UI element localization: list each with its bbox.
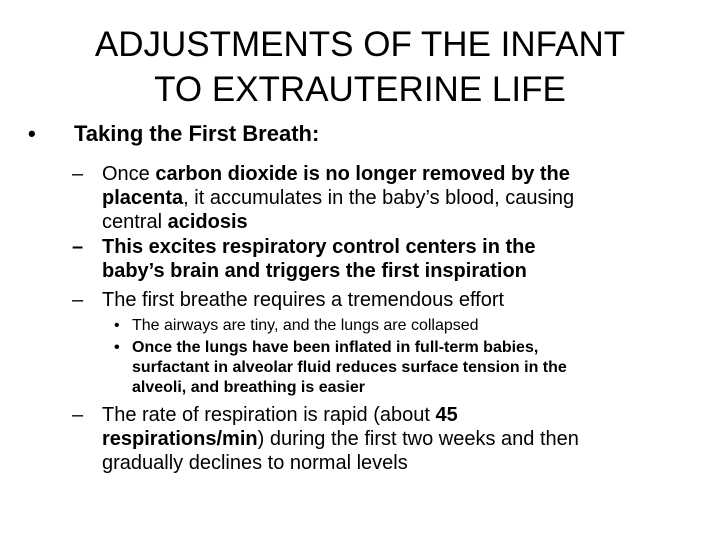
- text-run: The rate of respiration is rapid (about: [102, 404, 436, 426]
- dash-icon: –: [72, 236, 84, 258]
- bold-run: 45: [435, 404, 458, 426]
- bold-run: respirations/min: [102, 428, 258, 450]
- text-line: The airways are tiny, and the lungs are collapsed: [132, 317, 479, 334]
- text-line: [102, 403, 702, 427]
- bullet-dot-icon: •: [114, 339, 120, 356]
- text-run: ) during the first two weeks and then: [257, 428, 579, 450]
- list-item-text: [102, 235, 702, 283]
- text-line: surfactant in alveolar fluid reduces surface tension in the: [132, 359, 567, 376]
- text-line: Once the lungs have been inflated in full-term babies,: [132, 339, 539, 356]
- heading-text: Taking the First Breath:: [74, 121, 320, 146]
- dash-icon: –: [72, 289, 84, 311]
- title-line-2: TO EXTRAUTERINE LIFE: [154, 70, 566, 109]
- list-item-text: [102, 288, 702, 312]
- sub-item-text: [132, 338, 694, 398]
- text-line: [102, 162, 702, 186]
- bullet-dot-icon: •: [28, 121, 36, 146]
- slide-title: [30, 22, 690, 112]
- sub-item-text: [132, 316, 694, 336]
- text-run: , it accumulates in the baby’s blood, causing: [183, 187, 575, 209]
- text-line: [102, 427, 702, 451]
- text-line: The first breathe requires a tremendous effort: [102, 289, 505, 311]
- title-line-1: ADJUSTMENTS OF THE INFANT: [94, 25, 626, 64]
- dash-icon: –: [72, 404, 84, 426]
- list-item-text: [102, 403, 702, 475]
- bold-run: placenta: [102, 187, 184, 209]
- text-line: This excites respiratory control centers in the: [102, 236, 536, 258]
- dash-icon: –: [72, 163, 84, 185]
- text-line: [102, 210, 702, 234]
- bold-run: carbon dioxide is no longer removed by the: [155, 163, 570, 185]
- text-line: alveoli, and breathing is easier: [132, 379, 365, 396]
- text-run: central: [102, 211, 168, 233]
- text-run: Once: [102, 163, 156, 185]
- bold-run: acidosis: [167, 211, 248, 233]
- text-line: baby’s brain and triggers the first inspiration: [102, 260, 527, 282]
- text-line: [102, 186, 702, 210]
- text-line: gradually declines to normal levels: [102, 452, 408, 474]
- list-item-text: [102, 162, 702, 234]
- bullet-dot-icon: •: [114, 317, 120, 334]
